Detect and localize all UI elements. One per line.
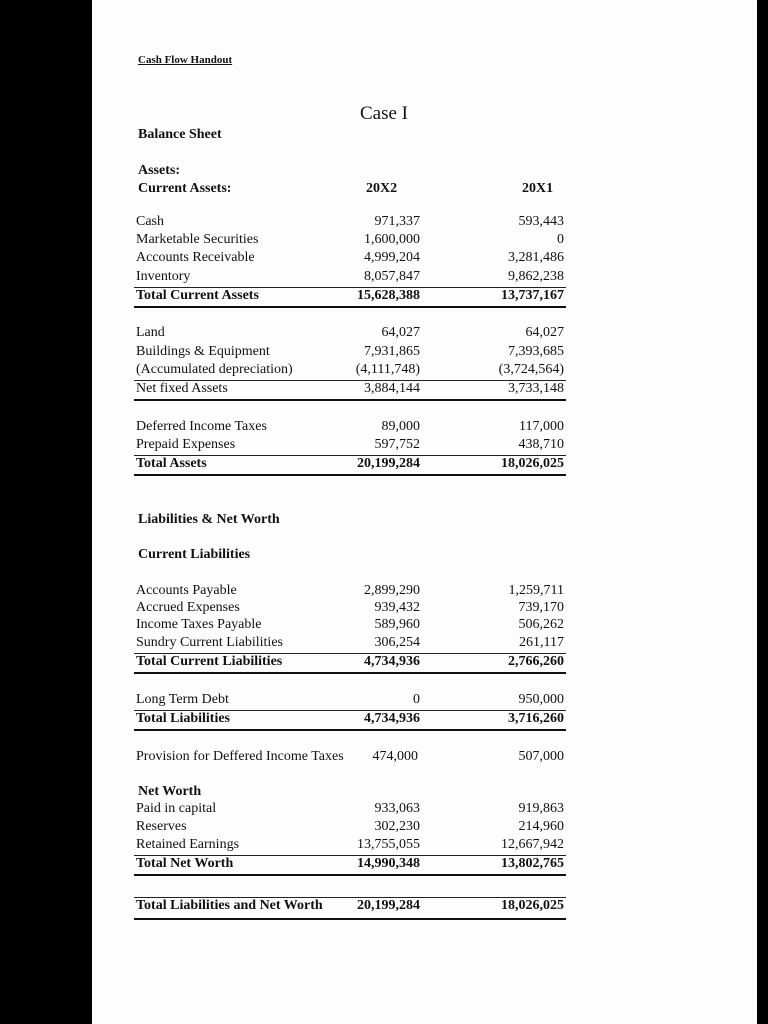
value-20x1: 3,281,486: [508, 250, 564, 265]
value-20x2: 3,884,144: [364, 381, 420, 396]
value-20x1: 12,667,942: [501, 837, 564, 852]
balance-sheet-heading: Balance Sheet: [138, 127, 222, 142]
row-label: Total Assets: [136, 456, 207, 471]
table-row: [134, 635, 566, 654]
value-20x2: 597,752: [374, 437, 420, 452]
value-20x1: 18,026,025: [501, 898, 564, 913]
table-row: [134, 801, 566, 819]
row-label: (Accumulated depreciation): [136, 362, 293, 377]
value-20x2: 20,199,284: [357, 456, 420, 471]
value-20x1: 507,000: [518, 749, 564, 764]
row-label: Total Liabilities and Net Worth: [136, 898, 323, 913]
table-row: [134, 381, 566, 401]
row-label: Prepaid Expenses: [136, 437, 236, 452]
value-20x2: 13,755,055: [357, 837, 420, 852]
row-label: Reserves: [136, 819, 187, 834]
table-row: [134, 362, 566, 381]
row-label: Marketable Securities: [136, 232, 259, 247]
column-header-20x2: 20X2: [366, 181, 398, 196]
table-row: [134, 583, 566, 601]
row-label: Land: [136, 325, 165, 340]
table-row: [134, 419, 566, 437]
net-worth-heading: Net Worth: [138, 784, 202, 799]
row-label: Buildings & Equipment: [136, 344, 270, 359]
table-row: [134, 856, 566, 876]
row-label: Total Current Assets: [136, 288, 259, 303]
value-20x1: 9,862,238: [508, 269, 564, 284]
table-row: [134, 325, 566, 343]
table-row: [134, 437, 566, 456]
value-20x1: 1,259,711: [508, 583, 564, 598]
row-label: Retained Earnings: [136, 837, 240, 852]
table-row: [134, 232, 566, 250]
value-20x2: 4,734,936: [364, 654, 420, 669]
value-20x2: 939,432: [374, 600, 420, 615]
row-label: Total Net Worth: [136, 856, 234, 871]
row-label: Accounts Payable: [136, 583, 237, 598]
handout-header: Cash Flow Handout: [138, 54, 233, 66]
table-row: [134, 819, 566, 837]
table-row: [134, 250, 566, 268]
value-20x1: 18,026,025: [501, 456, 564, 471]
table-row: [134, 711, 566, 731]
row-label: Accounts Receivable: [136, 250, 255, 265]
row-label: Sundry Current Liabilities: [136, 635, 283, 650]
row-label: Net fixed Assets: [136, 381, 228, 396]
value-20x1: 7,393,685: [508, 344, 564, 359]
value-20x1: 919,863: [518, 801, 564, 816]
value-20x2: 4,999,204: [364, 250, 420, 265]
value-20x1: 13,737,167: [501, 288, 564, 303]
value-20x1: 261,117: [519, 635, 564, 650]
table-row: [134, 654, 566, 674]
table-row: [134, 897, 566, 920]
table-row: [134, 837, 566, 856]
table-row: [134, 749, 566, 767]
value-20x2: 306,254: [374, 635, 420, 650]
table-row: [134, 617, 566, 635]
value-20x2: 302,230: [374, 819, 420, 834]
value-20x1: 438,710: [518, 437, 564, 452]
value-20x2: 64,027: [381, 325, 420, 340]
value-20x2: 4,734,936: [364, 711, 420, 726]
value-20x2: 7,931,865: [364, 344, 420, 359]
value-20x1: 739,170: [518, 600, 564, 615]
value-20x2: 8,057,847: [364, 269, 420, 284]
value-20x2: 971,337: [374, 214, 420, 229]
table-row: [134, 288, 566, 308]
value-20x2: 15,628,388: [357, 288, 420, 303]
value-20x2: 1,600,000: [364, 232, 420, 247]
value-20x1: 2,766,260: [508, 654, 564, 669]
table-row: [134, 269, 566, 288]
table-row: [134, 456, 566, 476]
table-row: [134, 692, 566, 711]
value-20x1: 0: [557, 232, 564, 247]
current-assets-heading: Current Assets:: [138, 181, 232, 196]
value-20x1: 214,960: [518, 819, 564, 834]
row-label: Provision for Deffered Income Taxes: [136, 749, 344, 764]
row-label: Deferred Income Taxes: [136, 419, 267, 434]
value-20x1: 117,000: [519, 419, 564, 434]
current-liabilities-heading: Current Liabilities: [138, 547, 251, 562]
value-20x1: 3,716,260: [508, 711, 564, 726]
row-label: Paid in capital: [136, 801, 217, 816]
value-20x2: 933,063: [374, 801, 420, 816]
row-label: Inventory: [136, 269, 191, 284]
value-20x1: 13,802,765: [501, 856, 564, 871]
table-row: [134, 214, 566, 232]
value-20x2: 474,000: [372, 749, 418, 764]
row-label: Cash: [136, 214, 164, 229]
value-20x2: 589,960: [374, 617, 420, 632]
value-20x1: 3,733,148: [508, 381, 564, 396]
value-20x2: 20,199,284: [357, 898, 420, 913]
row-label: Long Term Debt: [136, 692, 229, 707]
liabilities-heading: Liabilities & Net Worth: [138, 512, 280, 527]
row-label: Income Taxes Payable: [136, 617, 262, 632]
value-20x1: 506,262: [518, 617, 564, 632]
value-20x1: 593,443: [518, 214, 564, 229]
column-header-20x1: 20X1: [522, 181, 554, 196]
value-20x1: 950,000: [518, 692, 564, 707]
case-title: Case I: [359, 103, 408, 124]
value-20x2: 2,899,290: [364, 583, 420, 598]
row-label: Total Current Liabilities: [136, 654, 283, 669]
value-20x2: 89,000: [381, 419, 420, 434]
value-20x1: 64,027: [525, 325, 564, 340]
assets-heading: Assets:: [138, 163, 180, 178]
row-label: Accrued Expenses: [136, 600, 240, 615]
row-label: Total Liabilities: [136, 711, 231, 726]
value-20x2: (4,111,748): [355, 362, 420, 377]
table-row: [134, 344, 566, 362]
table-row: [134, 600, 566, 618]
value-20x2: 14,990,348: [357, 856, 420, 871]
value-20x1: (3,724,564): [498, 362, 564, 377]
value-20x2: 0: [413, 692, 420, 707]
